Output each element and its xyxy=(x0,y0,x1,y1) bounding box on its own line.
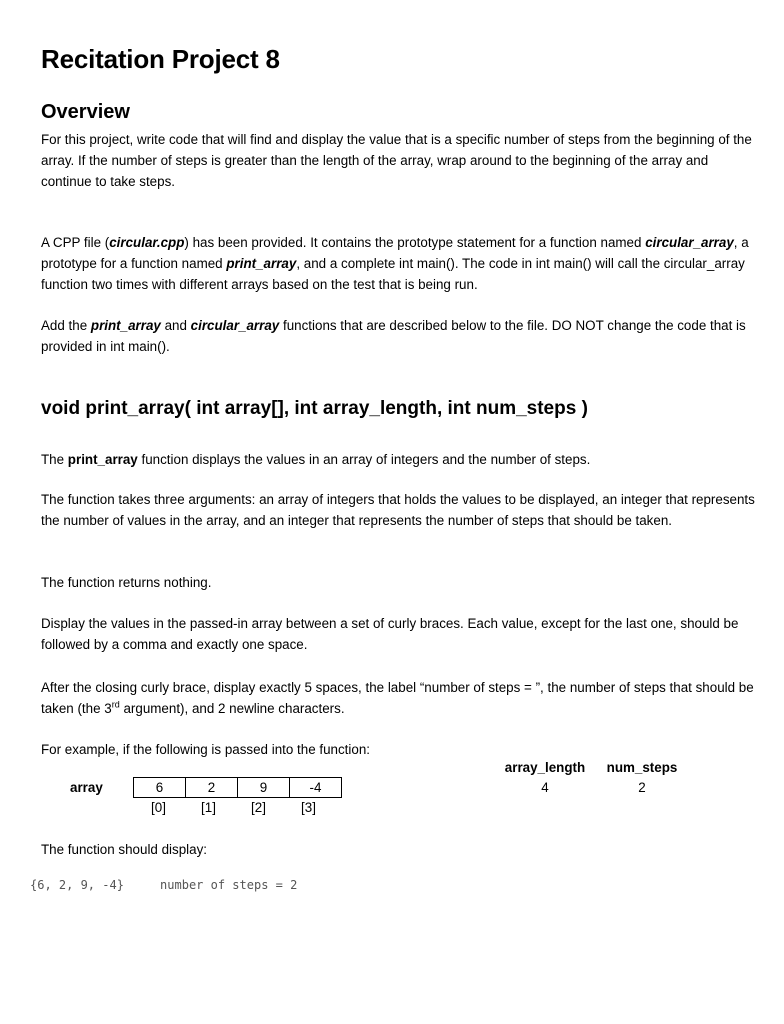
array-length-value: 4 xyxy=(541,780,549,795)
text-run: After the closing curly brace, display exactly 5 spaces, the label “number of steps = ”, the number of steps that should be taken (the 3 xyxy=(41,680,754,716)
array-cell: 6 xyxy=(133,777,186,798)
text-run: and xyxy=(160,318,191,333)
text-run: , a prototype for a function named xyxy=(41,235,749,271)
function-name: circular_array xyxy=(190,318,280,333)
example-output: {6, 2, 9, -4} number of steps = 2 xyxy=(30,878,298,892)
array-index: [0] xyxy=(151,800,166,815)
text-run: A CPP file ( xyxy=(41,235,110,250)
should-display-label: The function should display: xyxy=(41,842,207,857)
function-name: print_array xyxy=(226,256,297,271)
display-paragraph: Display the values in the passed-in array between a set of curly braces. Each value, except for the last one, should be followed by a comma and exactly one space. xyxy=(41,616,739,652)
array-cell: 9 xyxy=(237,777,290,798)
text-run: function displays the values in an array of integers and the number of steps. xyxy=(137,452,591,467)
function-name: print_array xyxy=(90,318,161,333)
text-run: , and a complete int main(). The code in int main() will call the circular_array function two times with different arrays based on the test that is being run. xyxy=(41,256,745,292)
array-index: [1] xyxy=(201,800,216,815)
array-index: [2] xyxy=(251,800,266,815)
array-index: [3] xyxy=(301,800,316,815)
function-name: print_array xyxy=(67,452,138,467)
overview-heading: Overview xyxy=(41,101,130,123)
text-run: ) has been provided. It contains the prototype statement for a function named xyxy=(184,235,646,250)
text-run: Add the xyxy=(41,318,91,333)
num-steps-label: num_steps xyxy=(606,760,678,775)
text-run: functions that are described below to the file. DO NOT change the code that is provided in int main(). xyxy=(41,318,746,354)
file-name: circular.cpp xyxy=(109,235,185,250)
returns-paragraph: The function returns nothing. xyxy=(41,575,212,590)
array-indices xyxy=(133,800,334,815)
add-functions-paragraph xyxy=(41,315,759,357)
arguments-paragraph: The function takes three arguments: an array of integers that holds the values to be displayed, an integer that represents the number of values in the array, and an integer that represents the number of steps that should be taken. xyxy=(41,492,755,528)
num-steps-value: 2 xyxy=(638,780,646,795)
text-run: argument), and 2 newline characters. xyxy=(119,701,345,716)
array-figure xyxy=(133,777,342,798)
function-signature-heading: void print_array( int array[], int array_length, int num_steps ) xyxy=(41,398,588,419)
example-intro: For example, if the following is passed into the function: xyxy=(41,742,370,757)
array-cell: 2 xyxy=(185,777,238,798)
page-title: Recitation Project 8 xyxy=(41,44,280,74)
superscript: rd xyxy=(111,699,120,710)
array-label: array xyxy=(70,780,103,795)
function-description xyxy=(41,449,759,470)
array-length-label: array_length xyxy=(504,760,586,775)
cpp-file-paragraph xyxy=(41,232,759,295)
overview-paragraph: For this project, write code that will find and display the value that is a specific number of steps from the beginning of the array. If the number of steps is greater than the length of the array, wrap around to the beginning of the array and continue to take steps. xyxy=(41,132,752,189)
array-cell: -4 xyxy=(289,777,342,798)
text-run: The xyxy=(41,452,68,467)
function-name: circular_array xyxy=(645,235,734,250)
after-brace-paragraph xyxy=(41,677,759,719)
